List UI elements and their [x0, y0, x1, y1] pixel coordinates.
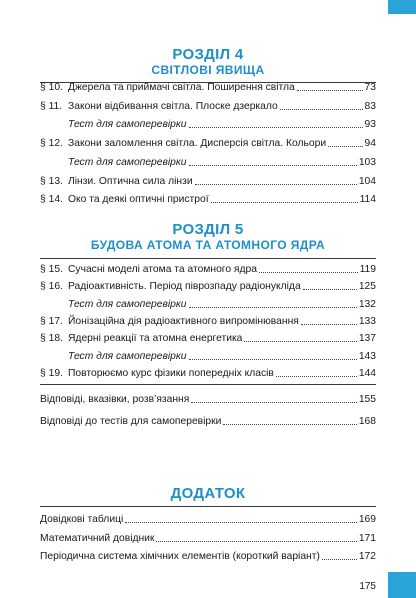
toc-entry	[40, 99, 376, 115]
toc-entry-title: Повторюємо курс фізики попередніх класів	[68, 367, 274, 379]
toc-entry-page: 144	[358, 367, 376, 379]
toc-entry	[40, 349, 376, 365]
toc-leader-dots	[301, 315, 357, 325]
section-5-title: РОЗДІЛ 5	[172, 221, 244, 238]
toc-entry	[40, 262, 376, 278]
toc-entry-number: § 18.	[40, 333, 63, 345]
toc-entry-test-title: Тест для самоперевірки	[68, 156, 187, 168]
toc-entry-title: Око та деякі оптичні пристрої	[68, 194, 209, 206]
toc-entry-title: Джерела та приймачі світла. Поширення світла	[68, 82, 295, 93]
toc-entry-title: Радіоактивність. Період піврозпаду радіонукліда	[68, 281, 301, 293]
toc-entry	[40, 414, 376, 430]
toc-entry-number: § 14.	[40, 194, 63, 206]
toc-leader-dots	[297, 81, 363, 91]
toc-entry-number: § 13.	[40, 175, 63, 187]
toc-entry-title: Закони заломлення світла. Дисперсія світла. Кольори	[68, 138, 327, 150]
toc-entry-title: Математичний довідник	[40, 532, 155, 544]
toc-leader-dots	[211, 193, 358, 203]
toc-entry-title: Лінзи. Оптична сила лінзи	[68, 175, 193, 187]
appendix-heading	[40, 485, 376, 502]
toc-entry-number: § 15.	[40, 264, 63, 275]
toc-entry	[40, 136, 376, 152]
toc-entry	[40, 531, 376, 547]
toc-leader-dots	[189, 156, 357, 166]
toc-entry-page: 137	[358, 333, 376, 345]
toc-entry	[40, 155, 376, 171]
toc-leader-dots	[223, 415, 356, 425]
toc-entry-page: 104	[358, 175, 376, 187]
toc-entry-title: Періодична система хімічних елементів (короткий варіант)	[40, 551, 320, 562]
toc-entry-number: § 19.	[40, 367, 63, 379]
toc-leader-dots	[189, 298, 357, 308]
toc-entry-title: Закони відбивання світла. Плоске дзеркало	[68, 100, 278, 112]
page-number: 175	[359, 581, 376, 592]
toc-entry	[40, 512, 376, 528]
toc-entry-page: 83	[364, 100, 376, 112]
toc-entry	[40, 297, 376, 313]
toc-entry-page: 172	[358, 551, 376, 562]
toc-entry	[40, 314, 376, 330]
toc-entry-title: Йонізаційна дія радіоактивного випромінювання	[68, 315, 299, 327]
toc-entry-test-title: Тест для самоперевірки	[68, 119, 187, 131]
section-5-subtitle: БУДОВА АТОМА ТА АТОМНОГО ЯДРА	[90, 238, 326, 252]
toc-entry-page: 93	[364, 119, 376, 131]
toc-entry-number: § 12.	[40, 138, 63, 150]
toc-leader-dots	[322, 550, 357, 560]
toc-entry	[40, 192, 376, 208]
corner-accent-bottom	[388, 572, 416, 598]
toc-leader-dots	[156, 532, 356, 542]
toc-entry-page: 73	[364, 82, 376, 93]
toc-leader-dots	[195, 175, 357, 185]
toc-entry-page: 114	[359, 194, 376, 206]
toc-entry-title: Відповіді, вказівки, розв’язання	[40, 394, 190, 405]
toc-entry-title: Ядерні реакції та атомна енергетика	[68, 333, 243, 345]
toc-entry-test-title: Тест для самоперевірки	[68, 298, 187, 310]
toc-leader-dots	[280, 100, 363, 110]
toc-entry-page: 94	[364, 138, 376, 150]
toc-entry-page: 133	[358, 315, 376, 327]
toc-leader-dots	[189, 350, 357, 360]
section-4-subtitle: СВІТЛОВІ ЯВИЩА	[151, 63, 265, 77]
toc-entry-title: Сучасні моделі атома та атомного ядра	[68, 264, 257, 275]
toc-entry-page: 169	[358, 514, 376, 525]
toc-leader-dots	[259, 263, 358, 273]
corner-accent-top	[388, 0, 416, 14]
toc-leader-dots	[276, 367, 357, 377]
section-5-rule	[40, 258, 376, 259]
appendix-title: ДОДАТОК	[170, 485, 246, 502]
toc-leader-dots	[244, 332, 356, 342]
toc-entry-test-title: Тест для самоперевірки	[68, 350, 187, 362]
toc-entry	[40, 117, 376, 133]
toc-entry	[40, 279, 376, 295]
appendix-rule	[40, 506, 376, 507]
toc-leader-dots	[125, 513, 357, 523]
toc-entry-page: 171	[358, 532, 376, 544]
section-4-heading	[40, 46, 376, 77]
toc-entry-page: 119	[359, 264, 376, 275]
toc-leader-dots	[189, 118, 363, 128]
toc-leader-dots	[303, 280, 357, 290]
section-5-heading	[40, 221, 376, 252]
toc-entry	[40, 549, 376, 565]
toc-leader-dots	[328, 137, 362, 147]
toc-entry	[40, 174, 376, 190]
toc-entry-page: 132	[358, 298, 376, 310]
toc-entry-number: § 16.	[40, 281, 63, 293]
toc-entry	[40, 392, 376, 408]
toc-entry-page: 143	[358, 350, 376, 362]
toc-entry-number: § 11.	[40, 100, 63, 112]
toc-entry	[40, 331, 376, 347]
toc-entry	[40, 80, 376, 96]
toc-leader-dots	[191, 393, 357, 403]
toc-entry-number: § 10.	[40, 82, 63, 93]
toc-entry-page: 125	[358, 281, 376, 293]
section-4-title: РОЗДІЛ 4	[172, 46, 244, 63]
toc-entry-title: Довідкові таблиці	[40, 514, 124, 525]
toc-entry-page: 155	[358, 394, 376, 405]
toc-entry	[40, 366, 376, 382]
toc-entry-number: § 17.	[40, 315, 63, 327]
toc-entry-page: 168	[358, 416, 376, 427]
answers-rule	[40, 384, 376, 385]
toc-entry-title: Відповіді до тестів для самоперевірки	[40, 416, 222, 427]
toc-entry-page: 103	[358, 156, 376, 168]
